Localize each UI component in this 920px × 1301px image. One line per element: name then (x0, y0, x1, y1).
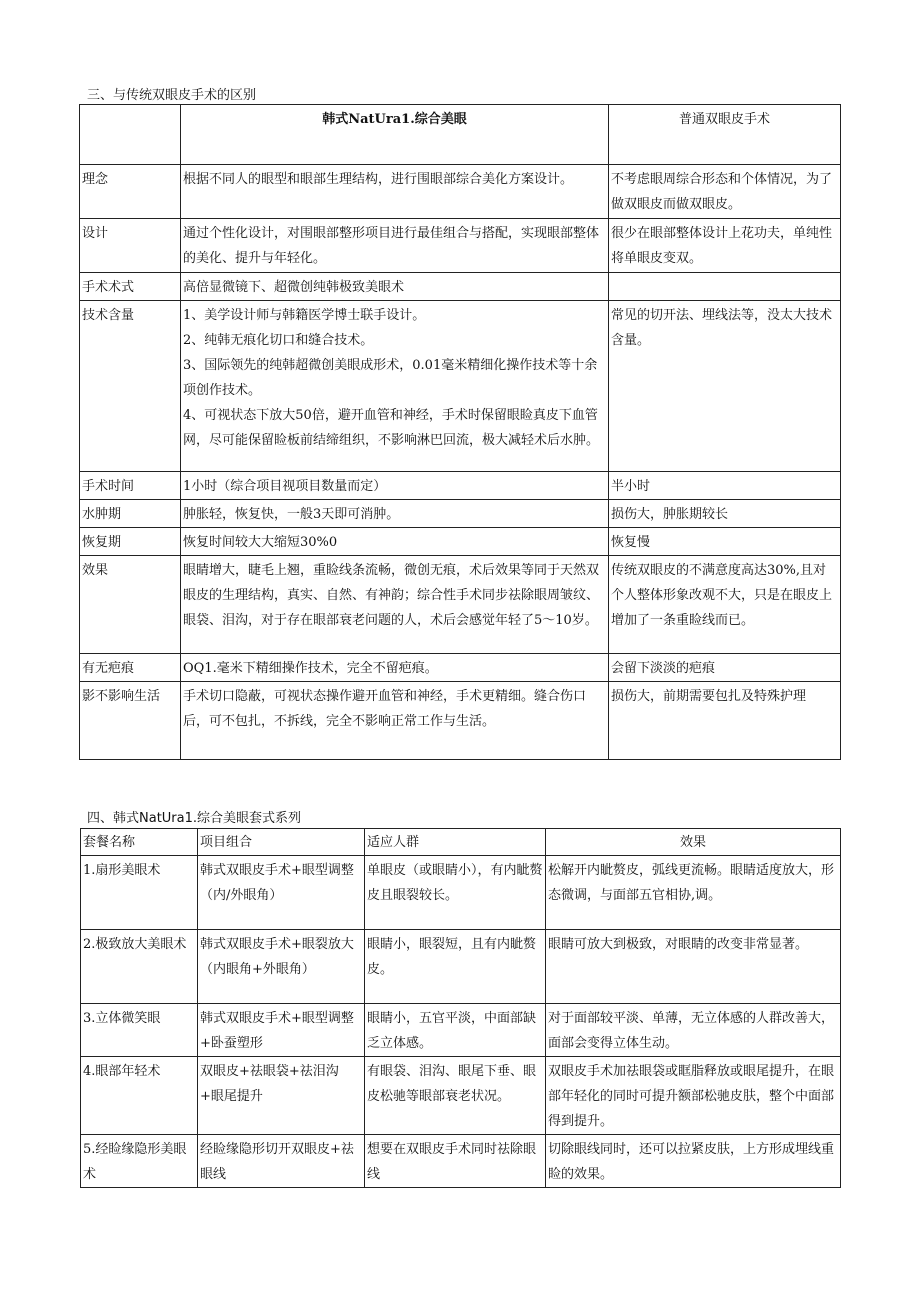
package-combo: 韩式双眼皮手术+眼型调整+卧蚕塑形 (198, 1004, 365, 1057)
package-table (80, 828, 841, 1188)
natura-cell (181, 556, 609, 654)
cell-paragraph: 3、国际领先的纯韩超微创美眼成形术，0.01毫米精细化操作技术等十余项创作技术。 (183, 358, 598, 398)
package-name: 3.立体微笑眼 (81, 1004, 198, 1057)
cell-paragraph: OQ1.毫米下精细操作技术，完全不留疤痕。 (183, 661, 438, 676)
table-row (81, 1135, 841, 1188)
section3-title: 三、与传统双眼皮手术的区别 (87, 88, 257, 103)
cell-paragraph: 4、可视状态下放大50倍，避开血管和神经，手术时保留眼睑真皮下血管网，尽可能保留睑板前结缔组织，不影响淋巴回流，极大减轻术后水肿。 (183, 408, 600, 448)
header-package-name: 套餐名称 (81, 829, 198, 856)
row-label: 有无疤痕 (80, 654, 181, 682)
table-row (80, 273, 841, 301)
row-label: 理念 (80, 165, 181, 219)
table-header-row (81, 829, 841, 856)
cell-paragraph: 2、纯韩无痕化切口和缝合技术。 (183, 333, 374, 348)
natura-cell (181, 528, 609, 556)
natura-cell (181, 273, 609, 301)
traditional-cell (609, 273, 841, 301)
table-row (80, 654, 841, 682)
traditional-cell: 常见的切开法、埋线法等，没太大技术含量。 (609, 301, 841, 472)
natura-cell (181, 219, 609, 273)
table-row (80, 528, 841, 556)
traditional-cell: 会留下淡淡的疤痕 (609, 654, 841, 682)
comparison-table (79, 104, 841, 760)
package-audience: 想要在双眼皮手术同时祛除眼线 (365, 1135, 546, 1188)
table-row (80, 165, 841, 219)
package-audience: 有眼袋、泪沟、眼尾下垂、眼皮松驰等眼部衰老状况。 (365, 1057, 546, 1135)
cell-paragraph: 根据不同人的眼型和眼部生理结构，进行围眼部综合美化方案设计。 (183, 172, 574, 187)
package-effect: 双眼皮手术加祛眼袋或眶脂释放或眼尾提升，在眼部年轻化的同时可提升额部松驰皮肤，整个中面部得到提升。 (546, 1057, 841, 1135)
table-row (80, 556, 841, 654)
row-label: 水肿期 (80, 500, 181, 528)
header-audience: 适应人群 (365, 829, 546, 856)
row-label: 效果 (80, 556, 181, 654)
traditional-cell: 不考虑眼周综合形态和个体情况，为了做双眼皮而做双眼皮。 (609, 165, 841, 219)
package-name: 4.眼部年轻术 (81, 1057, 198, 1135)
table-row (81, 856, 841, 930)
natura-cell (181, 301, 609, 472)
row-label: 技术含量 (80, 301, 181, 472)
traditional-cell: 恢复慢 (609, 528, 841, 556)
traditional-cell: 传统双眼皮的不满意度高达30%,且对个人整体形象改观不大，只是在眼皮上增加了一条重睑线而已。 (609, 556, 841, 654)
header-effect: 效果 (546, 829, 841, 856)
natura-cell (181, 654, 609, 682)
package-audience: 单眼皮（或眼睛小），有内眦赘皮且眼裂较长。 (365, 856, 546, 930)
cell-paragraph: 通过个性化设计，对围眼部整形项目进行最佳组合与搭配，实现眼部整体的美化、提升与年轻化。 (183, 226, 600, 266)
package-name: 1.扇形美眼术 (81, 856, 198, 930)
header-combo: 项目组合 (198, 829, 365, 856)
package-effect: 松解开内眦赘皮，弧线更流畅。眼睛适度放大，形态微调，与面部五官相协,调。 (546, 856, 841, 930)
cell-paragraph: 肿胀轻，恢复快，一般3天即可消肿。 (183, 507, 400, 522)
package-effect: 切除眼线同时，还可以拉紧皮肤，上方形成埋线重睑的效果。 (546, 1135, 841, 1188)
package-audience: 眼睛小，眼裂短，且有内眦赘皮。 (365, 930, 546, 1004)
package-combo: 经睑缘隐形切开双眼皮+祛眼线 (198, 1135, 365, 1188)
cell-paragraph: 恢复时间较大大缩短30%0 (183, 535, 338, 550)
cell-paragraph: 手术切口隐蔽，可视状态操作避开血管和神经，手术更精细。缝合伤口后，可不包扎，不拆线，完全不影响正常工作与生活。 (183, 689, 587, 729)
package-name: 5.经睑缘隐形美眼术 (81, 1135, 198, 1188)
table-row (81, 1004, 841, 1057)
cell-paragraph: 眼睛增大，睫毛上翘，重睑线条流畅，微创无痕，术后效果等同于天然双眼皮的生理结构，真实、自然、有神韵；综合性手术同步祛除眼周皱纹、眼袋、泪沟，对于存在眼部衰老问题的人，术后会感觉年轻了5～10岁。 (183, 563, 600, 628)
package-combo: 韩式双眼皮手术+眼裂放大（内眼角+外眼角） (198, 930, 365, 1004)
row-label: 手术时间 (80, 472, 181, 500)
row-label: 影不影响生活 (80, 682, 181, 760)
row-label: 设计 (80, 219, 181, 273)
traditional-cell: 损伤大，肿胀期较长 (609, 500, 841, 528)
table-row (80, 682, 841, 760)
table-header-row (80, 105, 841, 165)
header-traditional: 普通双眼皮手术 (609, 105, 841, 165)
natura-cell (181, 682, 609, 760)
cell-paragraph: 高倍显微镜下、超微创纯韩极致美眼术 (183, 280, 405, 295)
package-audience: 眼睛小，五官平淡，中面部缺乏立体感。 (365, 1004, 546, 1057)
package-effect: 对于面部较平淡、单薄，无立体感的人群改善大，面部会变得立体生动。 (546, 1004, 841, 1057)
table-row (81, 930, 841, 1004)
section4-title: 四、韩式NatUra1.综合美眼套式系列 (87, 811, 302, 826)
table-row (81, 1057, 841, 1135)
package-effect: 眼睛可放大到极致，对眼睛的改变非常显著。 (546, 930, 841, 1004)
table-row (80, 301, 841, 472)
table-row (80, 472, 841, 500)
package-combo: 韩式双眼皮手术+眼型调整（内/外眼角） (198, 856, 365, 930)
header-natura: 韩式NatUra1.综合美眼 (181, 105, 609, 165)
package-name: 2.极致放大美眼术 (81, 930, 198, 1004)
package-combo: 双眼皮+祛眼袋+祛泪沟+眼尾提升 (198, 1057, 365, 1135)
cell-paragraph: 1小时（综合项目视项目数量而定） (183, 479, 387, 494)
table-row (80, 219, 841, 273)
natura-cell (181, 165, 609, 219)
traditional-cell: 很少在眼部整体设计上花功夫，单纯性将单眼皮变双。 (609, 219, 841, 273)
natura-cell (181, 500, 609, 528)
cell-paragraph: 1、美学设计师与韩籍医学博士联手设计。 (183, 308, 426, 323)
natura-cell (181, 472, 609, 500)
traditional-cell: 损伤大，前期需要包扎及特殊护理 (609, 682, 841, 760)
traditional-cell: 半小时 (609, 472, 841, 500)
row-label: 恢复期 (80, 528, 181, 556)
table-row (80, 500, 841, 528)
row-label: 手术术式 (80, 273, 181, 301)
header-empty-cell (80, 105, 181, 165)
